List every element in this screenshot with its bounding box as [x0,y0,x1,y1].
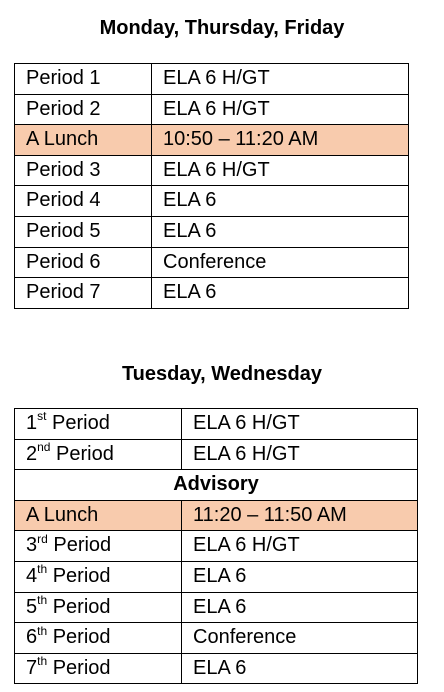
period-cell: Period 4 [15,186,152,217]
class-cell: ELA 6 [182,653,418,684]
period-cell [15,623,182,654]
period-cell: Period 1 [15,64,152,95]
period-cell [15,439,182,470]
class-cell: ELA 6 H/GT [182,409,418,440]
period-word: Period [47,626,111,649]
advisory-row [15,470,418,501]
class-cell: ELA 6 H/GT [152,155,409,186]
table-row [15,94,409,125]
period-word: Period [47,564,111,587]
period-number: 7 [26,656,38,679]
class-cell: ELA 6 [152,278,409,309]
class-cell: ELA 6 [152,186,409,217]
class-cell: ELA 6 H/GT [182,531,418,562]
period-word: Period [46,412,110,434]
class-cell: ELA 6 [152,216,409,247]
table-row [15,653,418,684]
table-row [15,278,409,309]
class-cell: ELA 6 [182,561,418,592]
period-number: 6 [26,626,38,649]
ordinal-suffix: rd [37,531,48,546]
class-cell: Conference [152,247,409,278]
table-row [15,623,418,654]
schedule-table-tue-wed [14,408,418,684]
period-cell [15,653,182,684]
table-row [15,439,418,470]
table-row [15,409,418,440]
table-row [15,155,409,186]
period-number: 1 [26,412,38,434]
table-row [15,561,418,592]
period-cell: Period 3 [15,155,152,186]
class-cell: ELA 6 H/GT [182,439,418,470]
ordinal-suffix: th [37,562,48,577]
lunch-label-cell: A Lunch [15,500,182,531]
table-row [15,531,418,562]
period-word: Period [47,595,111,618]
ordinal-suffix: nd [37,439,51,454]
class-cell: ELA 6 [182,592,418,623]
class-cell: ELA 6 H/GT [152,94,409,125]
ordinal-suffix: st [37,409,47,424]
schedule-title-mon-thu-fri: Monday, Thursday, Friday [99,17,345,39]
lunch-time-cell: 11:20 – 11:50 AM [182,500,418,531]
period-cell: Period 2 [15,94,152,125]
period-cell [15,531,182,562]
period-number: 5 [26,595,38,618]
lunch-label-cell: A Lunch [15,125,152,156]
period-cell: Period 6 [15,247,152,278]
period-cell [15,592,182,623]
table-row [15,216,409,247]
lunch-row [15,125,409,156]
period-cell [15,409,182,440]
period-number: 2 [26,442,38,465]
period-cell: Period 7 [15,278,152,309]
ordinal-suffix: th [37,592,48,607]
lunch-time-cell: 10:50 – 11:20 AM [152,125,409,156]
table-row [15,64,409,95]
table-row [15,247,409,278]
lunch-row [15,500,418,531]
period-cell: Period 5 [15,216,152,247]
period-word: Period [50,442,114,465]
period-word: Period [47,534,112,557]
class-cell: Conference [182,623,418,654]
class-cell: ELA 6 H/GT [152,64,409,95]
table-row [15,592,418,623]
advisory-cell: Advisory [15,470,418,501]
schedule-table-mon-thu-fri [14,63,409,309]
ordinal-suffix: th [37,654,48,669]
table-row [15,186,409,217]
period-cell [15,561,182,592]
period-word: Period [47,656,111,679]
schedule-title-tue-wed: Tuesday, Wednesday [121,363,323,385]
ordinal-suffix: th [37,623,48,638]
period-number: 3 [26,534,38,557]
period-number: 4 [26,564,38,587]
